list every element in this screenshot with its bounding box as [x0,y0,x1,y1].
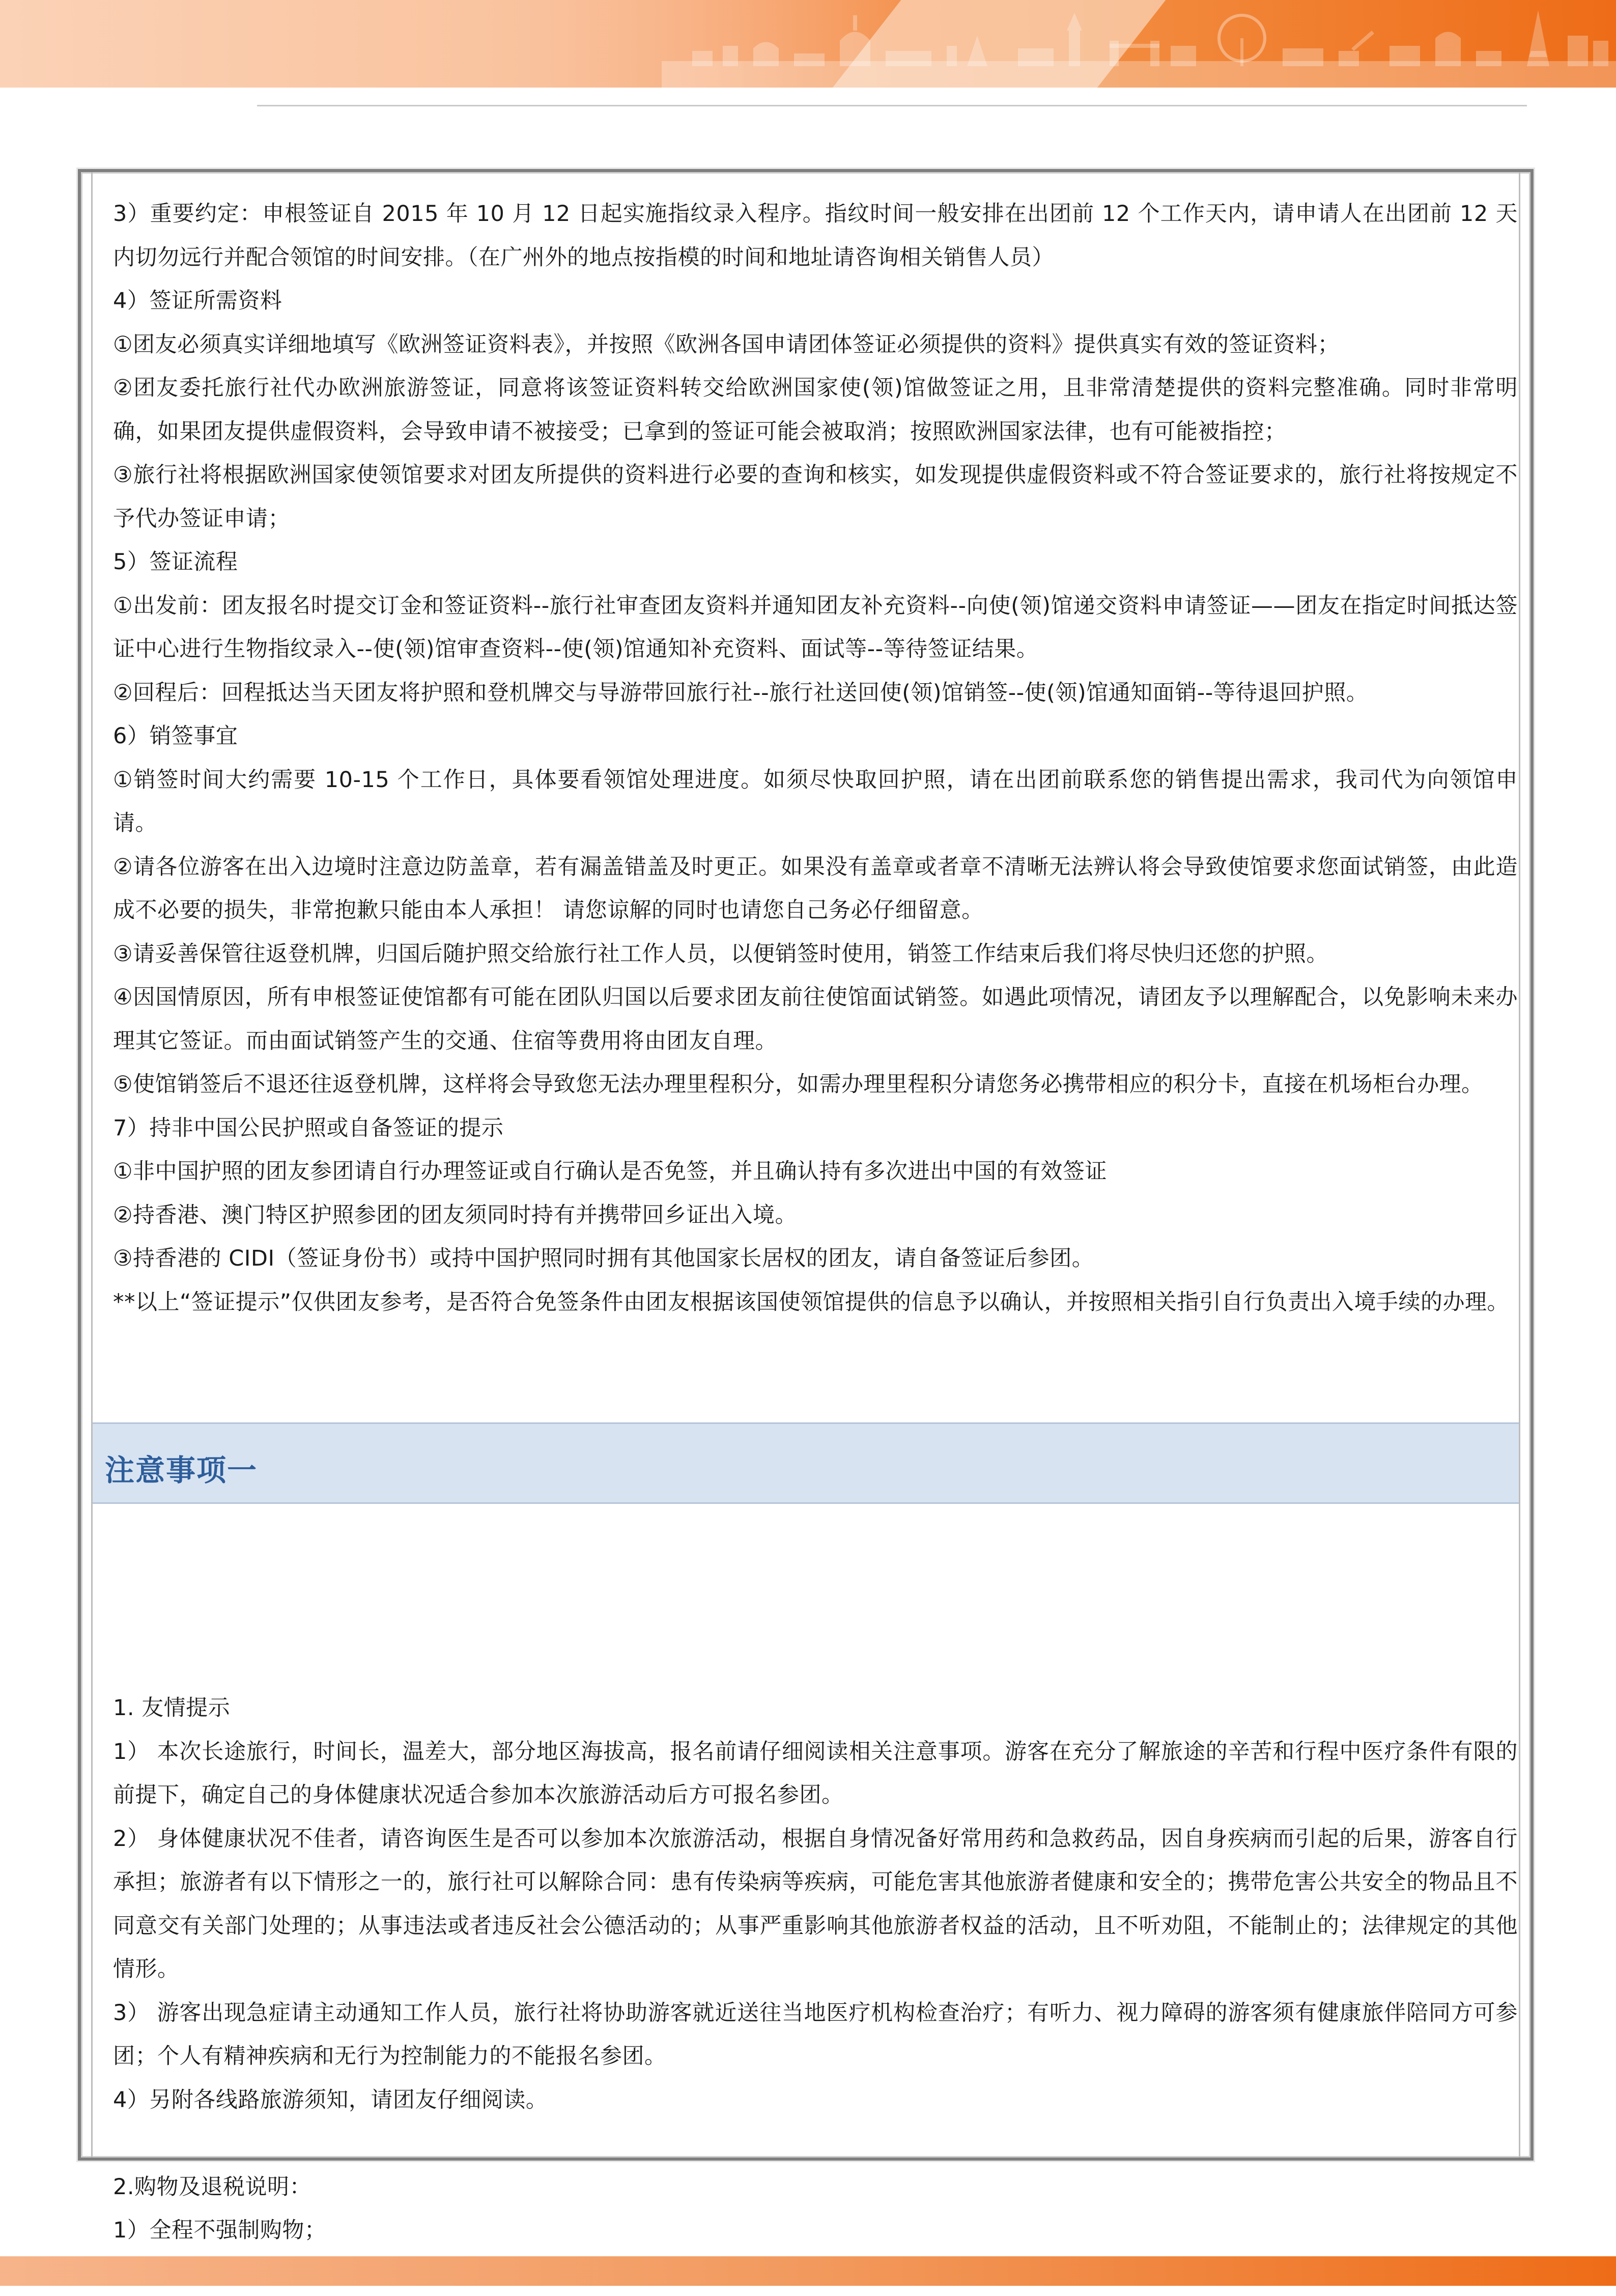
visa-info-section [113,192,1518,1324]
paragraph: ③请妥善保管往返登机牌，归国后随护照交给旅行社工作人员，以便销签时使用，销签工作结束后我们将尽快归还您的护照。 [113,933,1518,976]
paragraph: ②请各位游客在出入边境时注意边防盖章，若有漏盖错盖及时更正。如果没有盖章或者章不清晰无法辨认将会导致使馆要求您面试销签，由此造成不必要的损失，非常抱歉只能由本人承担！ 请您谅解的同时也请您自己务必仔细留意。 [113,846,1518,933]
paragraph: 3）重要约定：申根签证自 2015 年 10 月 12 日起实施指纹录入程序。指纹时间一般安排在出团前 12 个工作天内，请申请人在出团前 12 天内切勿远行并配合领馆的时间安排。（在广州外的地点按指模的时间和地址请咨询相关销售人员） [113,192,1518,279]
header-rule [257,105,1527,106]
city-skyline-graphic [662,0,1616,88]
paragraph: 3） 游客出现急症请主动通知工作人员，旅行社将协助游客就近送往当地医疗机构检查治疗；有听力、视力障碍的游客须有健康旅伴陪同方可参团；个人有精神疾病和无行为控制能力的不能报名参团。 [113,1992,1518,2079]
footer-band [0,2256,1616,2286]
paragraph: 1. 友情提示 [113,1687,1518,1730]
section-heading-bar [93,1422,1519,1504]
paragraph: ③持香港的 CIDI（签证身份书）或持中国护照同时拥有其他国家长居权的团友，请自备签证后参团。 [113,1237,1518,1281]
notes-section [113,1687,1518,2296]
paragraph: 4）另附各线路旅游须知，请团友仔细阅读。 [113,2079,1518,2122]
paragraph: ②回程后：回程抵达当天团友将护照和登机牌交与导游带回旅行社--旅行社送回使(领)馆销签--使(领)馆通知面销--等待退回护照。 [113,671,1518,715]
paragraph: 1）全程不强制购物； [113,2209,1518,2253]
paragraph: ①销签时间大约需要 10-15 个工作日，具体要看领馆处理进度。如须尽快取回护照，请在出团前联系您的销售提出需求，我司代为向领馆申请。 [113,759,1518,846]
paragraph: 2） 身体健康状况不佳者，请咨询医生是否可以参加本次旅游活动，根据自身情况备好常用药和急救药品，因自身疾病而引起的后果，游客自行承担；旅游者有以下情形之一的，旅行社可以解除合同：患有传染病等疾病，可能危害其他旅游者健康和安全的；携带危害公共安全的物品且不同意交有关部门处理的；从事违法或者违反社会公德活动的；从事严重影响其他旅游者权益的活动，且不听劝阻，不能制止的；法律规定的其他情形。 [113,1817,1518,1992]
paragraph: ①非中国护照的团友参团请自行办理签证或自行确认是否免签，并且确认持有多次进出中国的有效签证 [113,1150,1518,1194]
paragraph: **以上“签证提示”仅供团友参考，是否符合免签条件由团友根据该国使领馆提供的信息予以确认，并按照相关指引自行负责出入境手续的办理。 [113,1281,1518,1325]
section-title: 注意事项一 [105,1446,258,1489]
paragraph: 2.购物及退税说明： [113,2166,1518,2209]
paragraph: 5）签证流程 [113,541,1518,584]
paragraph: ⑤使馆销签后不退还往返登机牌，这样将会导致您无法办理里程积分，如需办理里程积分请您务必携带相应的积分卡，直接在机场柜台办理。 [113,1063,1518,1107]
paragraph: ③旅行社将根据欧洲国家使领馆要求对团友所提供的资料进行必要的查询和核实，如发现提供虚假资料或不符合签证要求的，旅行社将按规定不予代办签证申请； [113,454,1518,541]
header-banner [0,0,1616,88]
paragraph: 1） 本次长途旅行，时间长，温差大，部分地区海拔高，报名前请仔细阅读相关注意事项。游客在充分了解旅途的辛苦和行程中医疗条件有限的前提下，确定自己的身体健康状况适合参加本次旅游活动后方可报名参团。 [113,1730,1518,1817]
paragraph: 7）持非中国公民护照或自备签证的提示 [113,1107,1518,1151]
paragraph: ①团友必须真实详细地填写《欧洲签证资料表》，并按照《欧洲各国申请团体签证必须提供的资料》提供真实有效的签证资料； [113,323,1518,367]
content-inner-border [91,172,1520,2158]
content-frame [78,169,1534,2161]
blank-line [113,2122,1518,2166]
paragraph: 4）签证所需资料 [113,279,1518,323]
paragraph: 6）销签事宜 [113,715,1518,759]
paragraph: ②持香港、澳门特区护照参团的团友须同时持有并携带回乡证出入境。 [113,1194,1518,1238]
paragraph: ②团友委托旅行社代办欧洲旅游签证，同意将该签证资料转交给欧洲国家使(领)馆做签证之用，且非常清楚提供的资料完整准确。同时非常明确，如果团友提供虚假资料，会导致申请不被接受；已拿到的签证可能会被取消；按照欧洲国家法律，也有可能被指控； [113,367,1518,454]
paragraph: ④因国情原因，所有申根签证使馆都有可能在团队归国以后要求团友前往使馆面试销签。如遇此项情况，请团友予以理解配合，以免影响未来办理其它签证。而由面试销签产生的交通、住宿等费用将由团友自理。 [113,976,1518,1063]
paragraph: ①出发前：团友报名时提交订金和签证资料--旅行社审查团友资料并通知团友补充资料--向使(领)馆递交资料申请签证——团友在指定时间抵达签证中心进行生物指纹录入--使(领)馆审查资料--使(领)馆通知补充资料、面试等--等待签证结果。 [113,584,1518,671]
